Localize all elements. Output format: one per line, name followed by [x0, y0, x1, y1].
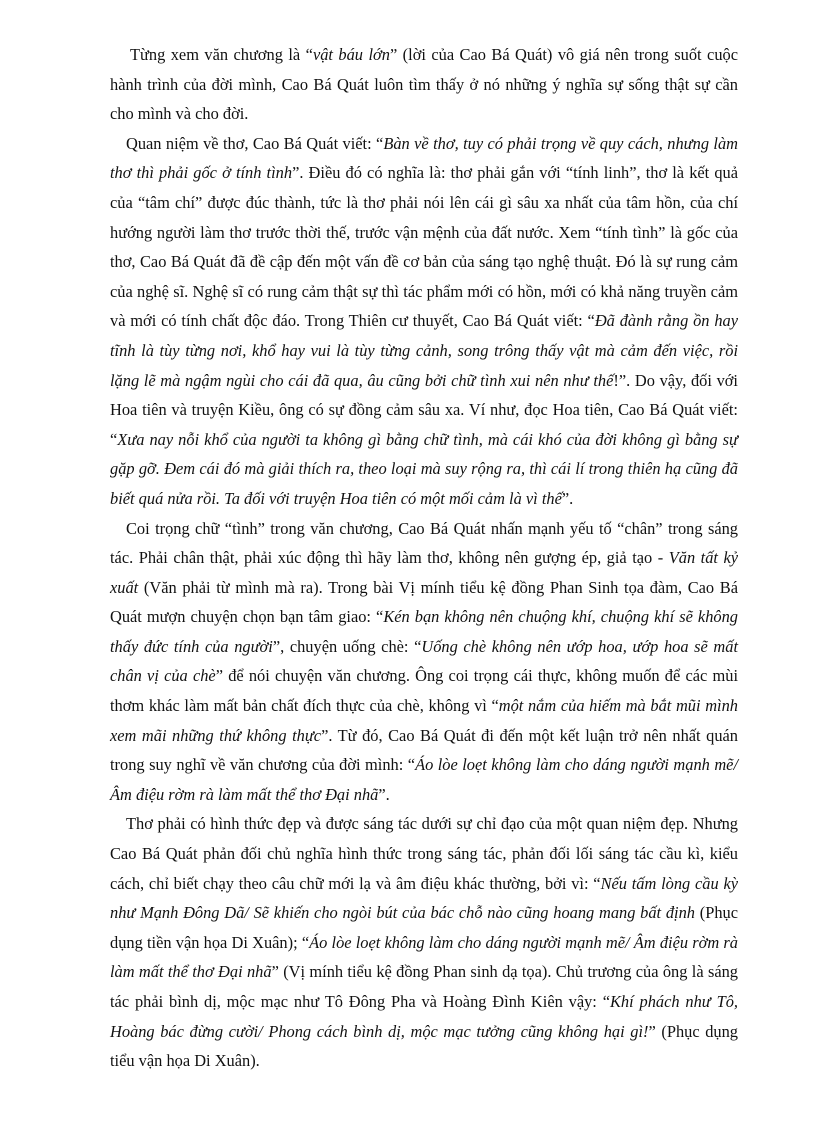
body-text: ”, chuyện uống chè: “ — [272, 636, 422, 656]
body-text: Coi trọng chữ “tình” trong văn chương, Cao Bá Quát nhấn mạnh yếu tố “chân” trong sáng tác. Phải chân thật, phải xúc động thì hãy làm thơ, không nên gượng ép, giả tạo - — [110, 518, 738, 568]
paragraph-2 — [110, 129, 738, 514]
body-text: Thơ phải có hình thức đẹp và được sáng tác dưới sự chỉ đạo của một quan niệm đẹp. Nhưng Cao Bá Quát phản đối chủ nghĩa hình thức trong sáng tác, phản đối lối sáng tác cầu kì, kiểu cách, chỉ biết chạy theo câu chữ mới lạ và âm điệu khác thường, bởi vì: “ — [110, 814, 738, 893]
document-body — [110, 40, 738, 1076]
quote-text: vật báu lớn — [312, 45, 390, 64]
quote-text: Văn tất kỷ xuất — [110, 548, 739, 597]
body-text: ”. — [561, 488, 574, 508]
body-text: (Phục dụng tiền vận họa Di Xuân); “ — [110, 903, 738, 952]
quote-text: Xưa nay nỗi khổ của người ta không gì bằng chữ tình, mà cái khó của đời không gì bằng sự gặp gỡ. Đem cái đó mà giải thích ra, theo loại mà suy rộng ra, thì cái lí trong thiên hạ cũng đã biết quá nửa rồi. Ta đối với truyện Hoa tiên có một mối cảm là vì thế — [110, 429, 738, 508]
body-text: ” (Phục dụng tiểu vận họa Di Xuân). — [110, 1021, 739, 1071]
paragraph-4 — [110, 809, 738, 1075]
quote-text: một nắm của hiếm mà bắt mũi mình xem mãi những thứ không thực — [110, 696, 738, 745]
body-text: ” để nói chuyện văn chương. Ông coi trọng cái thực, không muốn để các mùi thơm khác làm mất bản chất đích thực của chè, không vì “ — [110, 666, 738, 716]
body-text: Quan niệm về thơ, Cao Bá Quát viết: “ — [126, 133, 384, 153]
body-text: Từng xem văn chương là “ — [130, 45, 313, 64]
body-text: !”. Do vậy, đối với Hoa tiên và truyện Kiều, ông có sự đồng cảm sâu xa. Ví như, đọc Hoa tiên, Cao Bá Quát viết: “ — [110, 370, 738, 449]
quote-text: Bàn về thơ, tuy có phải trọng về quy cách, nhưng làm thơ thì phải gốc ở tính tình — [110, 133, 738, 183]
quote-text: Kén bạn không nên chuộng khí, chuộng khí sẽ không thấy đức tính của người — [110, 607, 738, 656]
body-text: ”. Điều đó có nghĩa là: thơ phải gắn với “tính linh”, thơ là kết quả của “tâm chí” được đúc thành, tức là thơ phải nói lên cái gì sâu xa nhất của tâm hồn, của chí hướng người làm thơ trước thời thế, trước vận mệnh của đất nước. Xem “tính tình” là gốc của thơ, Cao Bá Quát đã đề cập đến một vấn đề cơ bản của sáng tạo nghệ thuật. Đó là sự rung cảm của nghệ sĩ. Nghệ sĩ có rung cảm thật sự thì tác phẩm mới có hồn, mới có khả năng truyền cảm và mới có tính chất độc đáo. Trong Thiên cư thuyết, Cao Bá Quát viết: “ — [110, 163, 739, 331]
body-text: (Văn phải từ mình mà ra). Trong bài Vị mính tiểu kệ đồng Phan Sinh tọa đàm, Cao Bá Quát mượn chuyện chọn bạn tâm giao: “ — [110, 577, 738, 627]
body-text: ”. — [378, 784, 390, 804]
paragraph-1 — [110, 40, 738, 129]
body-text: ”. Từ đó, Cao Bá Quát đi đến một kết luận trở nên nhất quán trong suy nghĩ về văn chương của đời mình: “ — [110, 725, 738, 775]
quote-text: Áo lòe loẹt không làm cho dáng người mạnh mẽ/ Âm điệu rờm rà làm mất thể thơ Đại nhã — [110, 755, 738, 804]
quote-text: Khí phách như Tô, Hoàng bác đừng cười/ Phong cách bình dị, mộc mạc tưởng cũng không hại gì! — [110, 992, 738, 1041]
body-text: ” (lời của Cao Bá Quát) vô giá nên trong suốt cuộc hành trình của đời mình, Cao Bá Quát luôn tìm thấy ở nó những ý nghĩa sự sống thật sự cần cho mình và cho đời. — [110, 45, 739, 124]
body-text: ” (Vị mính tiểu kệ đồng Phan sinh dạ tọa). Chủ trương của ông là sáng tác phải bình dị, mộc mạc như Tô Đông Pha và Hoàng Đình Kiên vậy: “ — [110, 962, 738, 1011]
quote-text: Nếu tấm lòng cầu kỳ như Mạnh Đông Dã/ Sẽ khiến cho ngòi bút của bác chỗ nào cũng hoang mang bất định — [110, 873, 738, 923]
quote-text: Đã đành rằng ồn hay tĩnh là tùy từng nơi, khổ hay vui là tùy từng cảnh, song trông thấy vật mà cảm đến việc, rồi lặng lẽ mà ngậm ngùi cho cái đã qua, âu cũng bởi chữ tình xui nên như thế — [110, 311, 738, 390]
quote-text: Uống chè không nên ướp hoa, ướp hoa sẽ mất chân vị của chè — [110, 636, 738, 686]
quote-text: Áo lòe loẹt không làm cho dáng người mạnh mẽ/ Âm điệu rờm rà làm mất thể thơ Đại nhã — [110, 932, 738, 982]
paragraph-3 — [110, 514, 738, 810]
